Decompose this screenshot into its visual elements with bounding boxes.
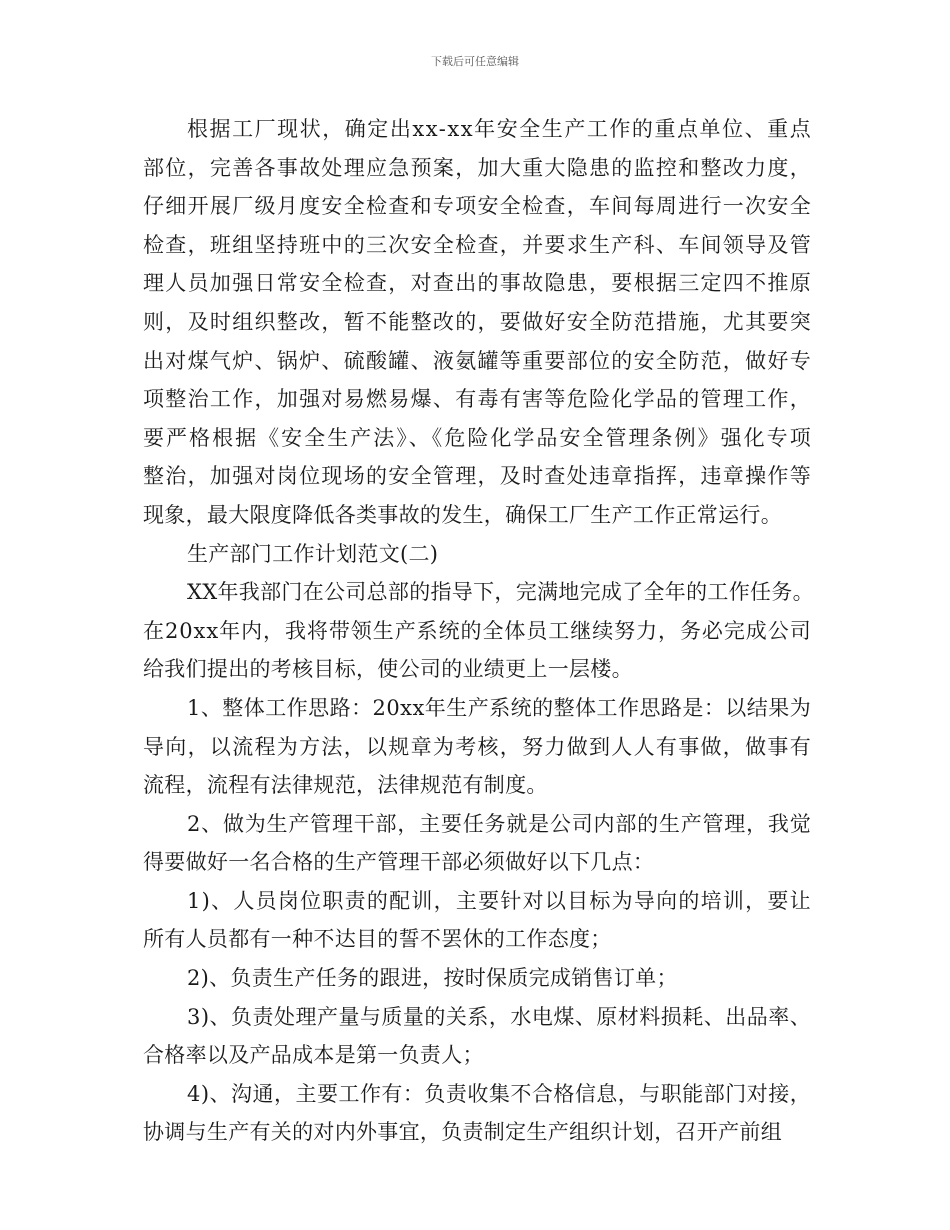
text-line: 1)、人员岗位职责的配训，主要针对以目标为导向的培训，要让 — [187, 888, 812, 913]
text-line: XX年我部门在公司总部的指导下，完满地完成了全年的工作任务。 — [187, 580, 814, 605]
text-line: 要严格根据《安全生产法》、《危险化学品安全管理条例》强化专项 — [143, 425, 813, 450]
page-header: 下载后可任意编辑 — [431, 55, 519, 68]
text-line: 导向，以流程为方法，以规章为考核，努力做到人人有事做，做事有 — [143, 734, 812, 759]
text-line: 部位，完善各事故处理应急预案，加大重大隐患的监控和整改力度， — [143, 155, 812, 180]
document-body — [143, 110, 814, 1152]
text-line: 项整治工作，加强对易燃易爆、有毒有害等危险化学品的管理工作， — [143, 387, 812, 412]
text-line: 2)、负责生产任务的跟进，按时保质完成销售订单； — [187, 966, 678, 991]
text-line: 在20xx年内，我将带领生产系统的全体员工继续努力，务必完成公司 — [143, 618, 812, 643]
text-line: 出对煤气炉、锅炉、硫酸罐、液氨罐等重要部位的安全防范，做好专 — [143, 348, 812, 373]
text-line: 流程，流程有法律规范，法律规范有制度。 — [143, 773, 548, 798]
text-line: 根据工厂现状，确定出xx-xx年安全生产工作的重点单位、重点 — [187, 117, 813, 141]
text-line: 检查，班组坚持班中的三次安全检查，并要求生产科、车间领导及管 — [143, 232, 812, 257]
text-line: 仔细开展厂级月度安全检查和专项安全检查，车间每周进行一次安全 — [143, 194, 812, 219]
text-line: 得要做好一名合格的生产管理干部必须做好以下几点： — [143, 850, 655, 875]
text-line: 4)、沟通，主要工作有：负责收集不合格信息，与职能部门对接， — [187, 1081, 812, 1106]
text-line: 理人员加强日常安全检查，对查出的事故隐患，要根据三定四不推原 — [143, 271, 812, 296]
text-line: 生产部门工作计划范文(二) — [187, 541, 439, 566]
text-line: 3)、负责处理产量与质量的关系，水电煤、原材料损耗、出品率、 — [187, 1004, 812, 1029]
text-line: 则，及时组织整改，暂不能整改的，要做好安全防范措施，尤其要突 — [143, 309, 812, 334]
text-line: 协调与生产有关的对内外事宜，负责制定生产组织计划，召开产前组 — [143, 1120, 782, 1145]
text-line: 现象，最大限度降低各类事故的发生，确保工厂生产工作正常运行。 — [143, 502, 782, 527]
text-line: 所有人员都有一种不达目的誓不罢休的工作态度； — [143, 927, 612, 952]
text-line: 合格率以及产品成本是第一负责人； — [143, 1043, 484, 1068]
text-line: 1、整体工作思路：20xx年生产系统的整体工作思路是：以结果为 — [187, 695, 812, 720]
text-line: 给我们提出的考核目标，使公司的业绩更上一层楼。 — [143, 657, 633, 682]
text-line: 整治，加强对岗位现场的安全管理，及时查处违章指挥，违章操作等 — [143, 464, 812, 489]
text-line: 2、做为生产管理干部，主要任务就是公司内部的生产管理，我觉 — [187, 811, 812, 836]
